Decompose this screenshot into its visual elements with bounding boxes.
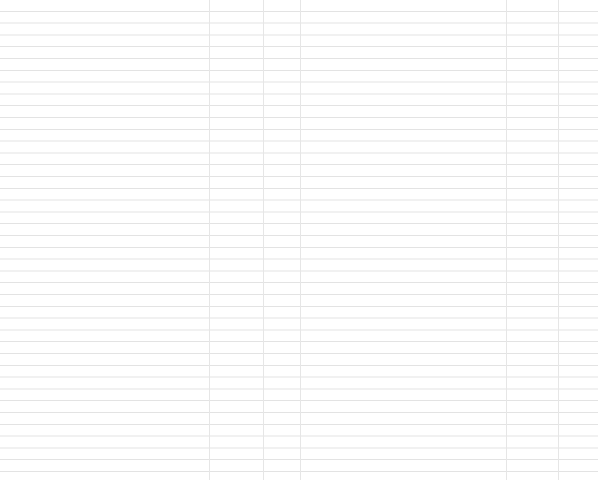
column-divider [300,0,301,480]
column-divider [558,0,559,480]
column-divider [263,0,264,480]
column-divider [506,0,507,480]
column-divider [209,0,210,480]
